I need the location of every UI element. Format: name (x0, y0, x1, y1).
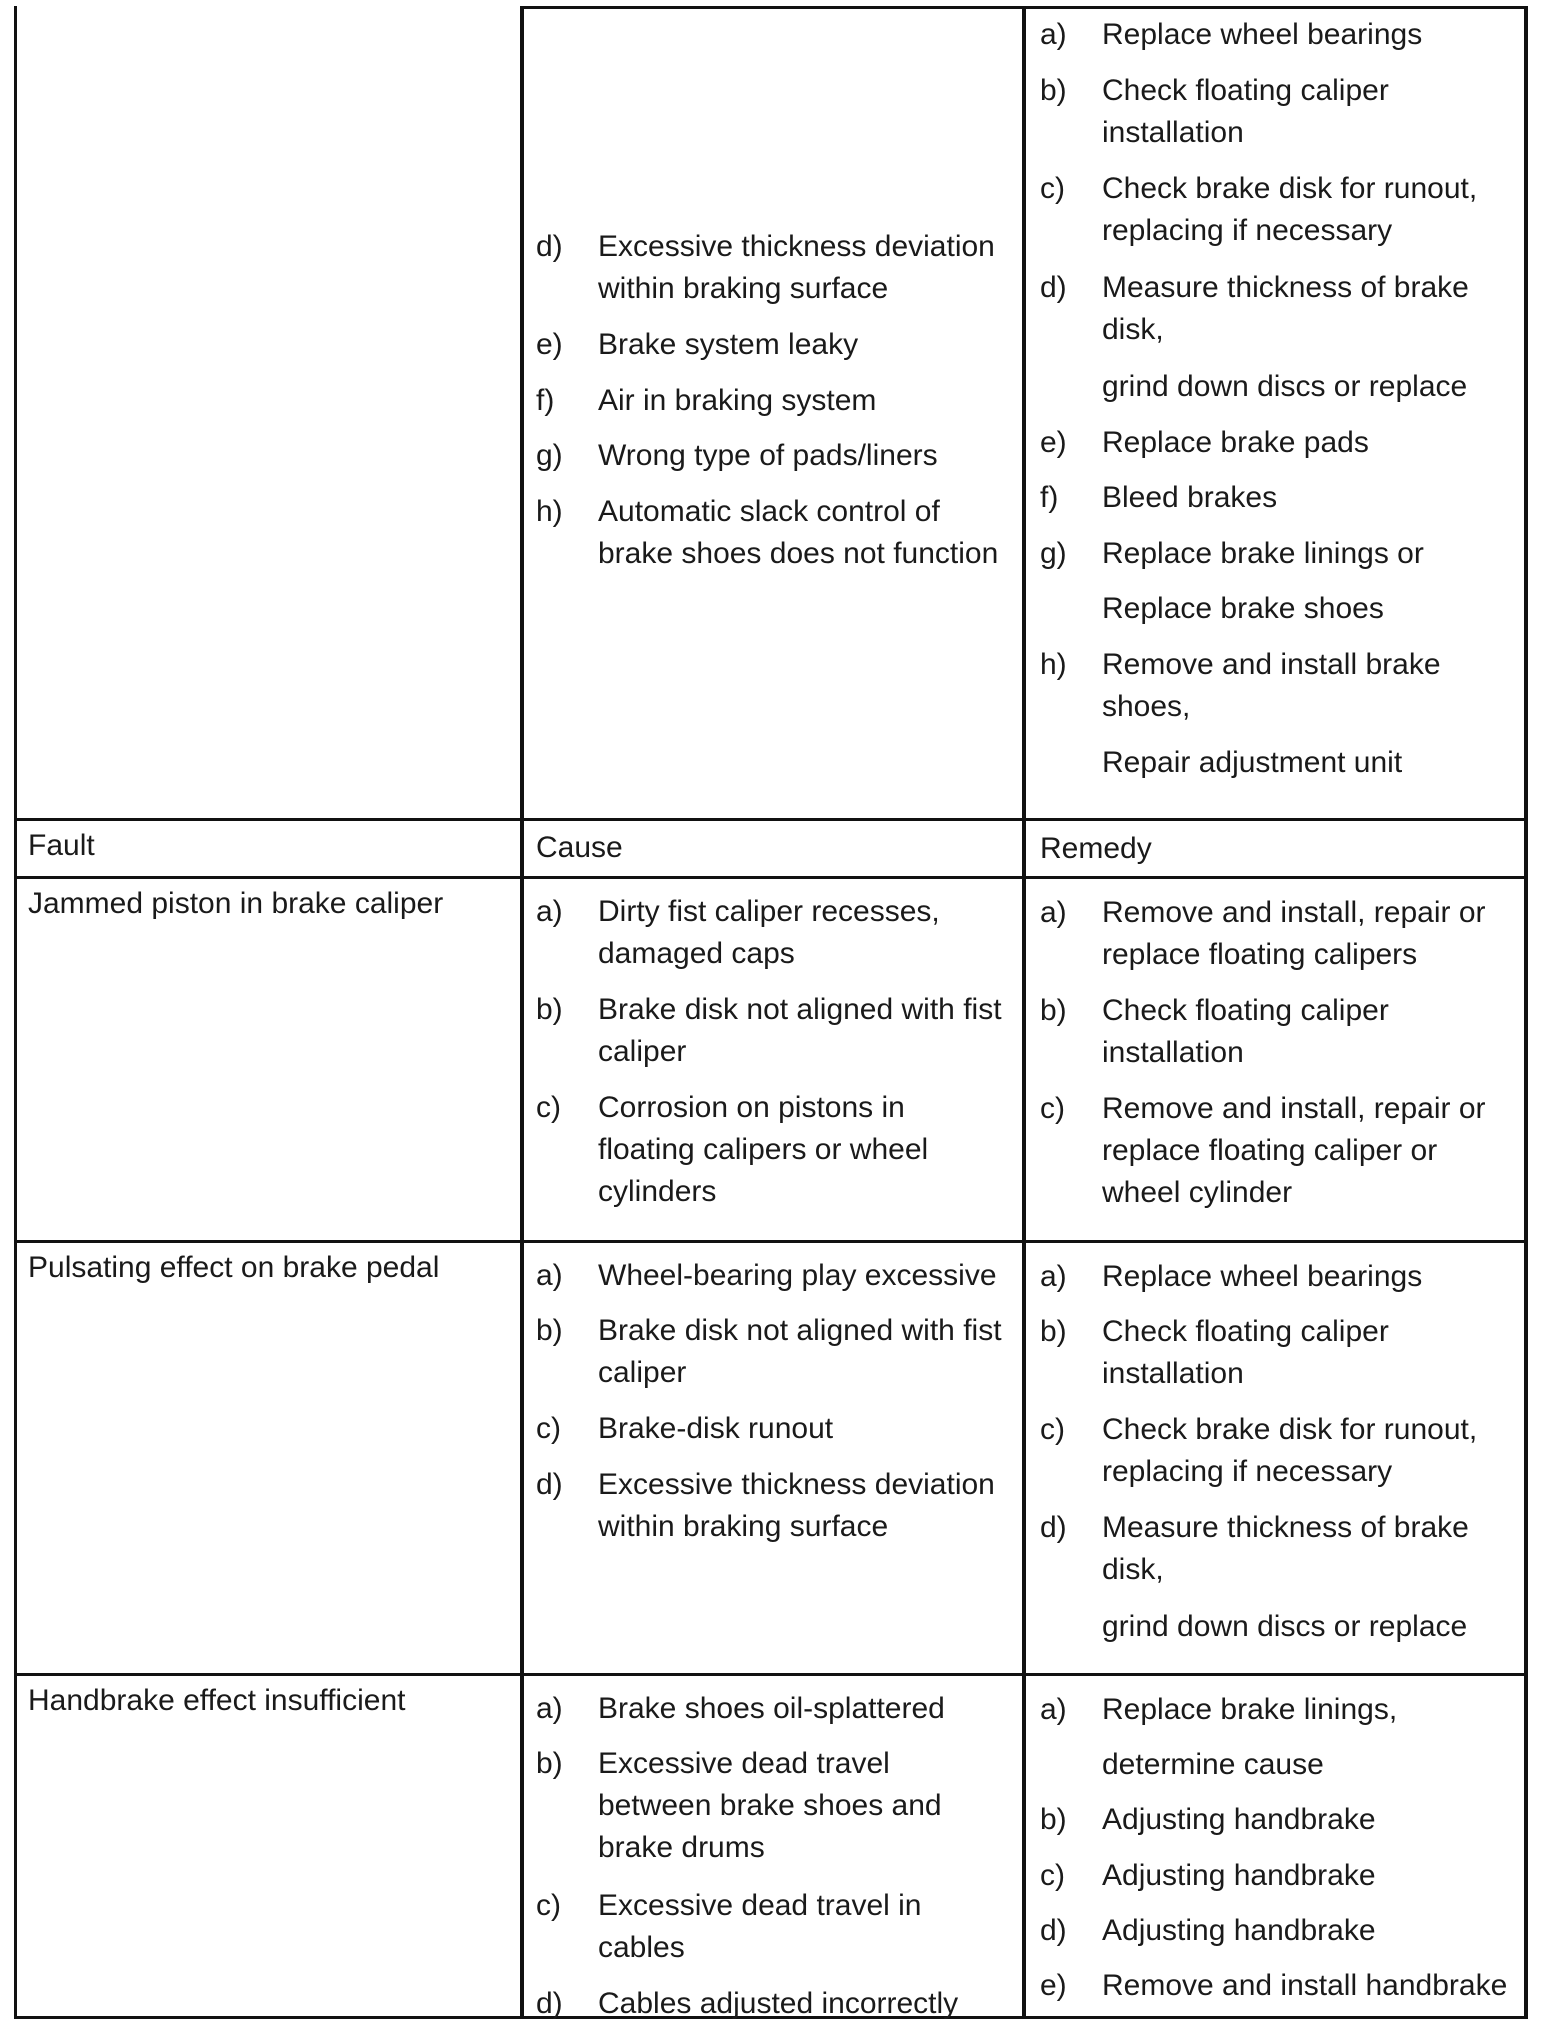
item-text: Replace brake linings or (1102, 537, 1424, 570)
item-label: a) (1040, 1260, 1067, 1293)
header-remedy: Remedy (1040, 832, 1152, 865)
item-text: Check floating caliper (1102, 74, 1389, 107)
item-text: Remove and install brake (1102, 648, 1441, 681)
header-fault: Fault (28, 829, 95, 862)
item-label: c) (1040, 1859, 1065, 1892)
item-label: d) (1040, 1511, 1067, 1544)
item-text: Brake shoes oil-splattered (598, 1692, 945, 1725)
item-text: Automatic slack control of (598, 495, 940, 528)
table-rule-col2 (1022, 6, 1026, 2019)
item-label: h) (1040, 648, 1067, 681)
item-text: Cables adjusted incorrectly (598, 1987, 959, 2020)
item-label: b) (1040, 74, 1067, 107)
item-text: Remove and install, repair or (1102, 1092, 1486, 1125)
item-text: Excessive thickness deviation (598, 230, 995, 263)
item-text: Brake disk not aligned with fist (598, 1314, 1002, 1347)
item-text: replace floating calipers (1102, 938, 1418, 971)
item-label: b) (536, 1314, 563, 1347)
table-rule-header-top (14, 818, 1528, 821)
item-text: cables (598, 1931, 685, 1964)
item-text: Brake-disk runout (598, 1412, 834, 1445)
item-label: a) (536, 1259, 563, 1292)
item-text: replacing if necessary (1102, 214, 1393, 247)
fault-handbrake-insufficient: Handbrake effect insufficient (28, 1684, 406, 1717)
item-label: d) (536, 230, 563, 263)
item-text: Corrosion on pistons in (598, 1091, 905, 1124)
item-text: caliper (598, 1035, 687, 1068)
item-text: damaged caps (598, 937, 795, 970)
item-label: a) (536, 1692, 563, 1725)
item-text: Excessive dead travel (598, 1747, 890, 1780)
item-text: Brake disk not aligned with fist (598, 993, 1002, 1026)
item-text: cylinders (598, 1175, 717, 1208)
item-text: within braking surface (598, 272, 889, 305)
item-label: d) (1040, 1914, 1067, 1947)
item-text: Brake system leaky (598, 328, 859, 361)
item-text: grind down discs or replace (1102, 370, 1468, 403)
item-label: b) (1040, 1315, 1067, 1348)
item-text: Adjusting handbrake (1102, 1859, 1376, 1892)
item-text: grind down discs or replace (1102, 1610, 1468, 1643)
table-rule-header-bottom (14, 876, 1528, 879)
item-label: c) (536, 1889, 561, 1922)
item-label: a) (1040, 896, 1067, 929)
item-label: b) (536, 993, 563, 1026)
item-label: d) (536, 1987, 563, 2020)
item-text: Check floating caliper (1102, 1315, 1389, 1348)
item-text: Wheel-bearing play excessive (598, 1259, 997, 1292)
fault-pulsating-effect: Pulsating effect on brake pedal (28, 1251, 440, 1284)
table-rule-left (14, 6, 17, 2019)
table-rule-col1 (520, 6, 524, 2019)
item-label: e) (536, 328, 563, 361)
item-text: replacing if necessary (1102, 1455, 1393, 1488)
item-text: Wrong type of pads/liners (598, 439, 938, 472)
item-text: Replace brake linings, (1102, 1693, 1398, 1726)
item-text: Measure thickness of brake (1102, 1511, 1469, 1544)
item-label: a) (1040, 1693, 1067, 1726)
item-label: b) (1040, 994, 1067, 1027)
item-text: Bleed brakes (1102, 481, 1278, 514)
item-label: f) (1040, 481, 1059, 514)
item-text: Remove and install handbrake (1102, 1969, 1508, 2002)
item-label: g) (536, 439, 563, 472)
item-label: c) (1040, 1092, 1065, 1125)
item-text: Replace wheel bearings (1102, 1260, 1423, 1293)
item-text: brake drums (598, 1831, 765, 1864)
item-label: e) (1040, 426, 1067, 459)
item-text: Measure thickness of brake (1102, 271, 1469, 304)
item-label: h) (536, 495, 563, 528)
item-text: determine cause (1102, 1748, 1324, 1781)
item-label: a) (1040, 18, 1067, 51)
item-text: Air in braking system (598, 384, 877, 417)
item-text: brake shoes does not function (598, 537, 999, 570)
item-text: Adjusting handbrake (1102, 1803, 1376, 1836)
item-text: Remove and install, repair or (1102, 896, 1486, 929)
item-text: replace floating caliper or (1102, 1134, 1438, 1167)
header-cause: Cause (536, 831, 623, 864)
item-label: d) (536, 1468, 563, 1501)
item-text: caliper (598, 1356, 687, 1389)
item-text: disk, (1102, 1553, 1164, 1586)
item-text: installation (1102, 1036, 1244, 1069)
item-text: within braking surface (598, 1510, 889, 1543)
item-text: installation (1102, 116, 1244, 149)
item-text: shoes, (1102, 690, 1191, 723)
item-text: between brake shoes and (598, 1789, 942, 1822)
item-label: c) (1040, 1413, 1065, 1446)
item-label: a) (536, 895, 563, 928)
fault-jammed-piston: Jammed piston in brake caliper (28, 887, 444, 920)
item-label: f) (536, 384, 555, 417)
item-text: Check brake disk for runout, (1102, 172, 1478, 205)
item-text: Check floating caliper (1102, 994, 1389, 1027)
item-label: b) (536, 1747, 563, 1780)
item-text: floating calipers or wheel (598, 1133, 929, 1166)
item-text: Dirty fist caliper recesses, (598, 895, 940, 928)
item-text: Repair adjustment unit (1102, 746, 1403, 779)
item-text: Excessive thickness deviation (598, 1468, 995, 1501)
item-text: disk, (1102, 313, 1164, 346)
item-text: Check brake disk for runout, (1102, 1413, 1478, 1446)
item-label: b) (1040, 1803, 1067, 1836)
item-text: Excessive dead travel in (598, 1889, 922, 1922)
item-text: Adjusting handbrake (1102, 1914, 1376, 1947)
item-text: wheel cylinder (1102, 1176, 1293, 1209)
item-text: Replace brake pads (1102, 426, 1369, 459)
item-text: Replace wheel bearings (1102, 18, 1423, 51)
table-rule-row1-bottom (14, 1240, 1528, 1243)
item-label: e) (1040, 1969, 1067, 2002)
item-text: installation (1102, 1357, 1244, 1390)
table-rule-right (1524, 6, 1528, 2019)
item-label: c) (536, 1412, 561, 1445)
item-label: c) (1040, 172, 1065, 205)
table-rule-row2-bottom (14, 1673, 1528, 1676)
item-text: Replace brake shoes (1102, 592, 1384, 625)
item-label: c) (536, 1091, 561, 1124)
item-label: d) (1040, 271, 1067, 304)
item-label: g) (1040, 537, 1067, 570)
